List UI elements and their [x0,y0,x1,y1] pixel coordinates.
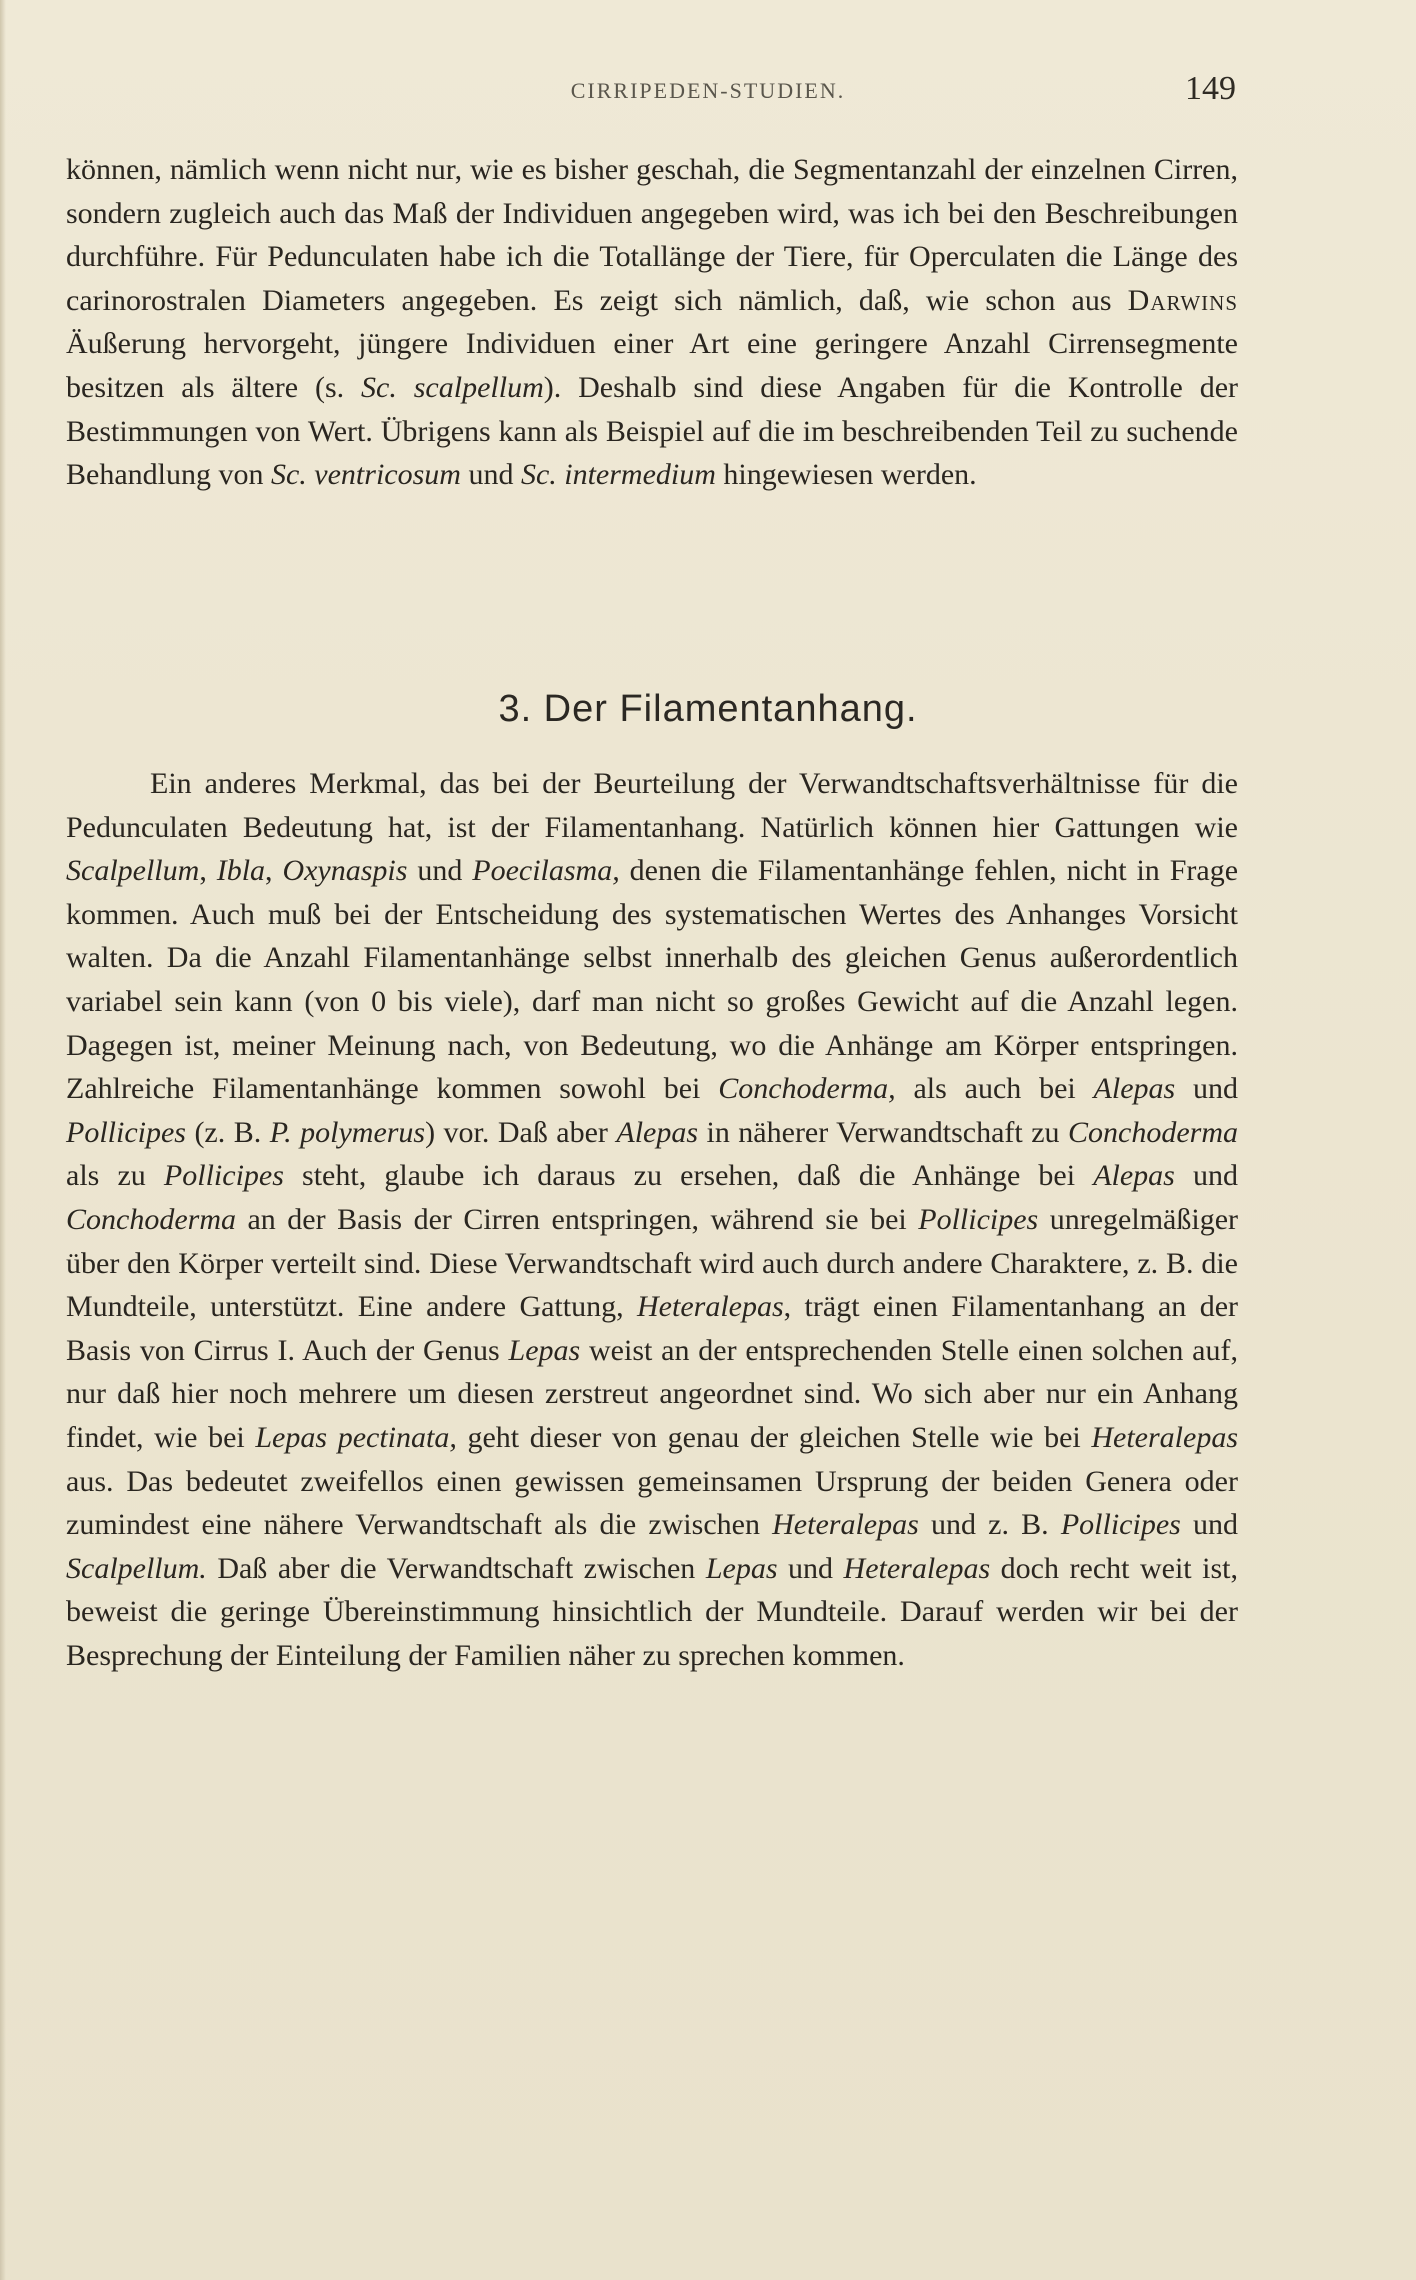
genus-name: Lepas [705,1551,778,1585]
text-run: , [199,854,217,888]
text-run: an der Basis der Cirren entspringen, während sie bei [235,1202,919,1236]
genus-name: Alepas [1093,1072,1176,1106]
text-run: Äußerung hervorgeht, jüngere Individuen einer Art eine geringere Anzahl Cirrensegmente besitzen als ältere (s. [66,327,1238,404]
paragraph-2-text [66,762,1238,1677]
text-run: als zu [66,1159,164,1193]
genus-name: Heteralepas [1091,1420,1238,1454]
genus-name: Conchoderma [66,1202,236,1236]
species-name: Lepas pectinata, [255,1420,457,1454]
text-run: aus. Das bedeutet zweifellos einen gewissen gemeinsamen Ursprung der beiden Genera oder zumindest eine nähere Verwandtschaft als die zwischen [66,1464,1238,1542]
running-header [0,70,1416,116]
genus-name: Pollicipes [1060,1508,1181,1542]
genus-name: Poecilasma, [472,854,620,888]
paragraph-continued [66,148,1238,497]
text-run: hingewiesen werden. [715,458,977,492]
genus-name: Scalpellum [66,854,200,888]
text-run: (z. B. [185,1115,270,1149]
genus-name: Oxynaspis [282,854,408,888]
text-run: in näherer Verwandtschaft zu [698,1115,1068,1149]
text-run: und z. B. [918,1508,1061,1542]
species-name: Sc. intermedium [520,458,716,492]
author-name: Darwins [1127,283,1238,317]
genus-name: Heteralepas [772,1508,919,1542]
text-run: Ein anderes Merkmal, das bei der Beurteilung der Verwandtschaftsverhältnisse für die Pedunculaten Bedeutung hat, ist der Filamentanhang. Natürlich können hier Gattungen wie [66,767,1238,844]
text-run: denen die Filamentanhänge fehlen, nicht in Frage kommen. Auch muß bei der Entscheidung des systematischen Wertes des Anhanges Vorsicht walten. Da die Anzahl Filamentanhänge selbst innerhalb des gleichen Genus außerordentlich variabel sein kann (von 0 bis viele), darf man nicht so großes Gewicht auf die Anzahl legen. Dagegen ist, meiner Meinung nach, von Bedeutung, wo die Anhänge am Körper entspringen. Zahlreiche Filamentanhänge kommen sowohl bei [66,854,1239,1106]
text-run: als auch bei [895,1072,1094,1106]
text-run: und [777,1551,844,1585]
text-run: unregelmäßiger über den Körper verteilt sind. Diese Verwandtschaft wird auch durch andere Charaktere, z. B. die Mundteile, unterstützt. Eine andere Gattung, [66,1202,1238,1324]
genus-name: Heteralepas [637,1290,784,1324]
species-name: P. polymerus [269,1115,426,1149]
genus-name: Scalpellum. [66,1551,207,1585]
text-run: und [1180,1508,1239,1542]
text-run: geht dieser von genau der gleichen Stelle wie bei [456,1420,1092,1454]
section-heading: 3. Der Filamentanhang. [498,688,918,730]
text-run: Daß aber die Verwandtschaft zwischen [206,1551,706,1585]
genus-name: Alepas [616,1115,699,1149]
text-run: und [407,854,473,888]
species-name: Sc. ventricosum [270,458,461,492]
section-body [66,762,1238,1677]
text-run: ). Deshalb sind diese Angaben für die Kontrolle der Bestimmungen von Wert. Übrigens kann als Beispiel auf die im beschreibenden Teil zu suchende Behandlung von [66,370,1239,492]
text-run: , [265,854,283,888]
text-run: , trägt einen Filamentanhang an der Basis von Cirrus I. Auch der Genus [66,1290,1238,1367]
text-run: doch recht weit ist, beweist die geringe Übereinstimmung hinsichtlich der Mundteile. Darauf werden wir bei der Besprechung der Einteilung der Familien näher zu sprechen kommen. [66,1551,1238,1672]
genus-name: Pollicipes [163,1159,284,1193]
text-run: und [460,458,521,492]
genus-name: Pollicipes [66,1115,186,1149]
page-edge-shadow [0,0,6,2280]
genus-name: Lepas [508,1333,581,1367]
running-title: CIRRIPEDEN-STUDIEN. [570,78,846,103]
genus-name: Conchoderma [1068,1115,1238,1149]
text-run: können, nämlich wenn nicht nur, wie es bisher geschah, die Segmentanzahl der einzelnen Cirren, sondern zugleich auch das Maß der Individuen angegeben wird, was ich bei den Beschreibungen durchführe. Für Pedunculaten habe ich die Totallänge der Tiere, für Operculaten die Länge des carinorostralen Diameters angegeben. Es zeigt sich nämlich, daß, wie schon aus [66,153,1238,317]
genus-name: Alepas [1093,1159,1175,1193]
genus-name: Pollicipes [918,1202,1039,1236]
genus-name: Conchoderma, [718,1072,896,1106]
text-run: steht, glaube ich daraus zu ersehen, daß die Anhänge bei [283,1159,1094,1193]
species-name: Sc. scalpellum [361,370,544,404]
text-run: und [1175,1072,1238,1106]
genus-name: Heteralepas [843,1551,991,1585]
text-run: weist an der entsprechenden Stelle einen solchen auf, nur daß hier noch mehrere um diesen zerstreut angeordnet sind. Wo sich aber nur ein Anhang findet, wie bei [66,1333,1238,1454]
paragraph-1-text [66,148,1238,497]
page-number: 149 [1185,70,1236,107]
text-run: ) vor. Daß aber [425,1115,617,1149]
text-run: und [1174,1159,1238,1193]
genus-name: Ibla [216,854,266,888]
